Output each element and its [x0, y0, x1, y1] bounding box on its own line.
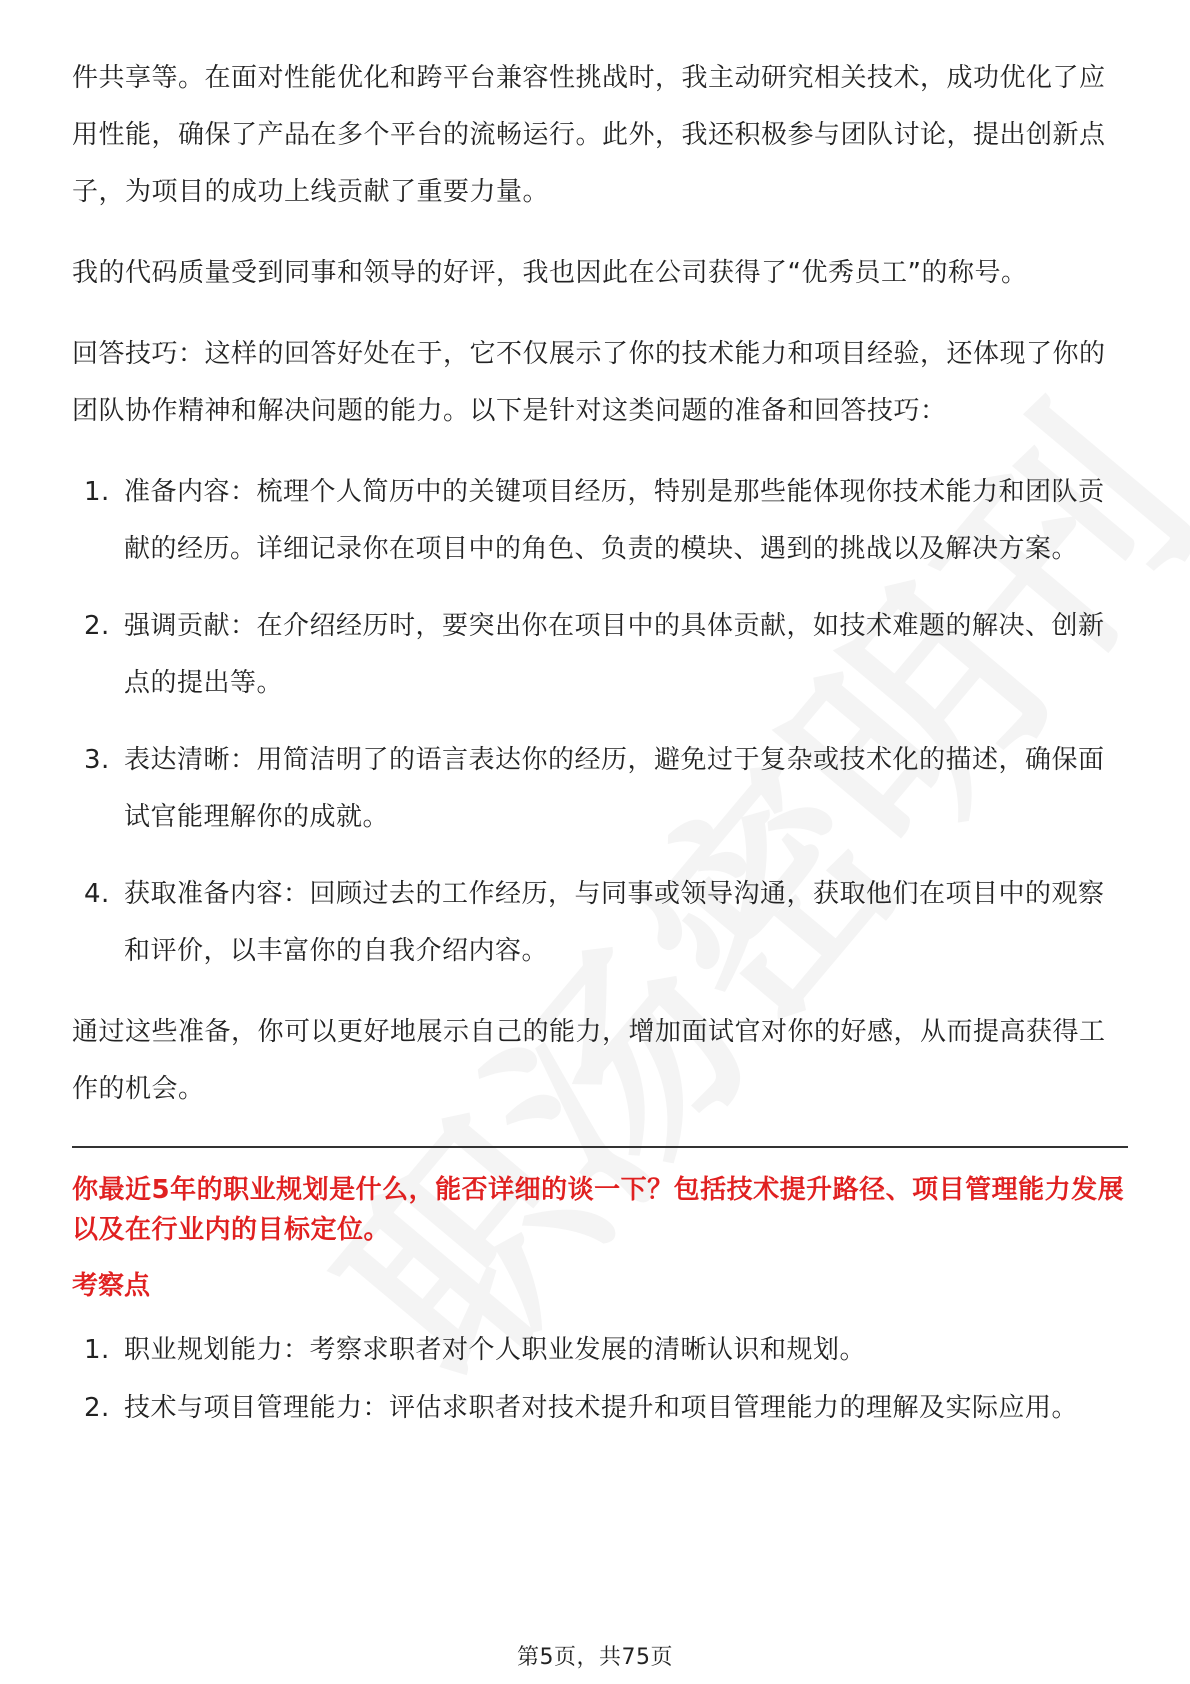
list-text: 职业规划能力：考察求职者对个人职业发展的清晰认识和规划。: [124, 1335, 867, 1365]
list-number: 4.: [84, 879, 110, 909]
list-item: [72, 732, 1128, 846]
paragraph-closing: 通过这些准备，你可以更好地展示自己的能力，增加面试官对你的好感，从而提高获得工作的机会。: [72, 1017, 1106, 1104]
list-item: [72, 464, 1128, 578]
list-item: [72, 866, 1128, 980]
paragraph-answer-tips: 回答技巧：这样的回答好处在于，它不仅展示了你的技术能力和项目经验，还体现了你的团队协作精神和解决问题的能力。以下是针对这类问题的准备和回答技巧：: [72, 339, 1106, 426]
paragraph-code-quality: 我的代码质量受到同事和领导的好评，我也因此在公司获得了“优秀员工”的称号。: [72, 258, 1028, 288]
list-text: 强调贡献：在介绍经历时，要突出你在项目中的具体贡献，如技术难题的解决、创新点的提出等。: [124, 611, 1105, 698]
section-heading-assessment: 考察点: [72, 1271, 151, 1301]
document-page: [72, 50, 1128, 1458]
list-number: 2.: [84, 611, 110, 641]
list-text: 获取准备内容：回顾过去的工作经历，与同事或领导沟通，获取他们在项目中的观察和评价，以丰富你的自我介绍内容。: [124, 879, 1105, 966]
page-footer: 第5页，共75页: [517, 1645, 673, 1670]
tips-list: [72, 464, 1128, 980]
section-divider: [72, 1146, 1128, 1148]
list-text: 表达清晰：用简洁明了的语言表达你的经历，避免过于复杂或技术化的描述，确保面试官能理解你的成就。: [124, 745, 1105, 832]
list-text: 准备内容：梳理个人简历中的关键项目经历，特别是那些能体现你技术能力和团队贡献的经历。详细记录你在项目中的角色、负责的模块、遇到的挑战以及解决方案。: [124, 477, 1105, 564]
list-item: [72, 1324, 1128, 1376]
list-item: [72, 598, 1128, 712]
list-item: [72, 1382, 1128, 1434]
list-number: 3.: [84, 745, 110, 775]
paragraph-project-experience: 件共享等。在面对性能优化和跨平台兼容性挑战时，我主动研究相关技术，成功优化了应用性能，确保了产品在多个平台的流畅运行。此外，我还积极参与团队讨论，提出创新点子，为项目的成功上线贡献了重要力量。: [72, 63, 1106, 207]
assessment-list: [72, 1324, 1128, 1434]
list-text: 技术与项目管理能力：评估求职者对技术提升和项目管理能力的理解及实际应用。: [124, 1393, 1079, 1423]
interview-question: 你最近5年的职业规划是什么，能否详细的谈一下？包括技术提升路径、项目管理能力发展以及在行业内的目标定位。: [72, 1175, 1125, 1245]
list-number: 1.: [84, 477, 110, 507]
list-number: 1.: [84, 1335, 110, 1365]
list-number: 2.: [84, 1393, 110, 1423]
